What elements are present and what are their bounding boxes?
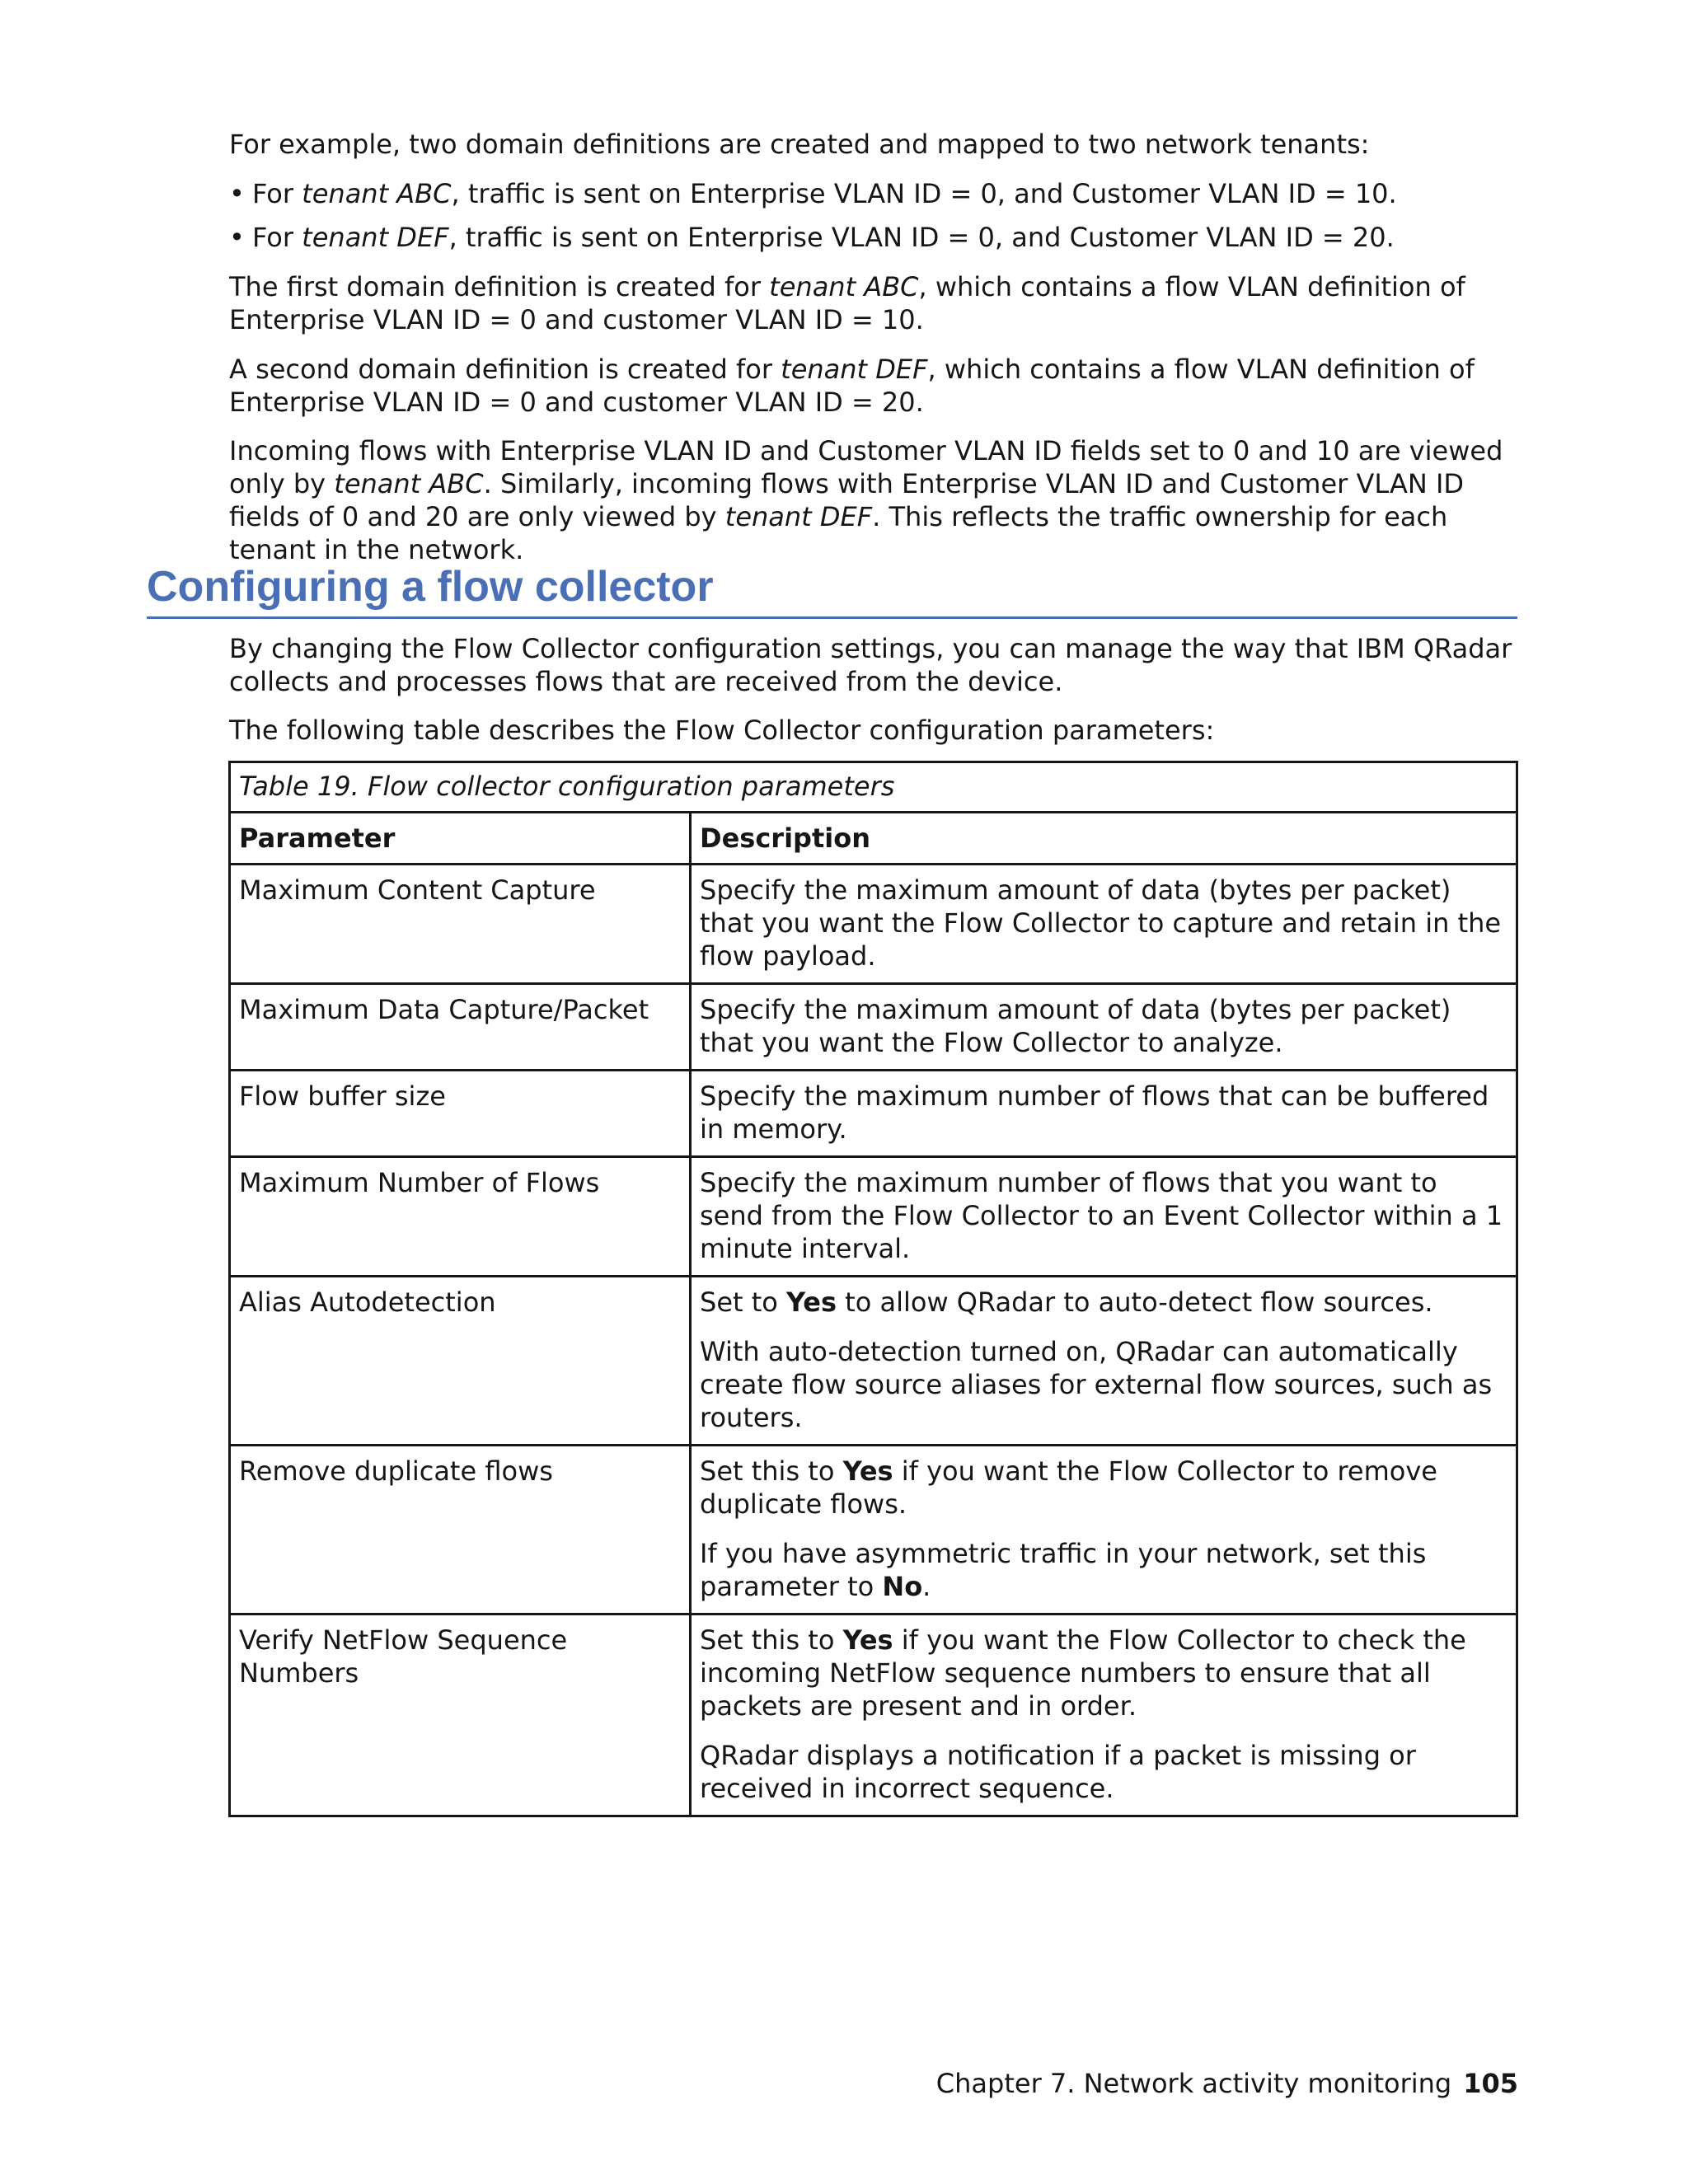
description-paragraph: With auto-detection turned on, QRadar can automatically create flow source aliases for external flow sources, such as routers.: [700, 1336, 1493, 1433]
table-row: [230, 1446, 1517, 1615]
parameter-cell: Verify NetFlow Sequence Numbers: [230, 1615, 691, 1816]
table-row: [230, 1157, 1517, 1277]
section-heading: Configuring a flow collector: [147, 559, 1517, 619]
bullet-item-def: • For tenant DEF, traffic is sent on Enterprise VLAN ID = 0, and Customer VLAN ID = 20.: [229, 222, 1395, 253]
parameter-cell: Remove duplicate flows: [230, 1446, 691, 1615]
table-lead: The following table describes the Flow Collector configuration parameters:: [229, 715, 1215, 746]
page-footer: [936, 2067, 1518, 2100]
bullet-icon: •: [229, 222, 245, 253]
description-cell: [691, 1446, 1517, 1615]
description-paragraph: If you have asymmetric traffic in your network, set this parameter to No.: [700, 1538, 1427, 1602]
column-header-description: Description: [691, 813, 1517, 865]
bullet-icon: •: [229, 178, 245, 209]
table-header-row: [230, 813, 1517, 865]
parameter-cell: Alias Autodetection: [230, 1277, 691, 1446]
first-domain-definition: The first domain definition is created for tenant ABC, which contains a flow VLAN definition of Enterprise VLAN ID = 0 and customer VLAN ID = 10.: [229, 271, 1465, 335]
column-header-parameter: Parameter: [230, 813, 691, 865]
parameter-cell: Maximum Data Capture/Packet: [230, 984, 691, 1071]
second-domain-definition: A second domain definition is created for tenant DEF, which contains a flow VLAN definition of Enterprise VLAN ID = 0 and customer VLAN ID = 20.: [229, 354, 1475, 418]
table-row: [230, 1615, 1517, 1816]
description-paragraph: Set to Yes to allow QRadar to auto-detect flow sources.: [700, 1286, 1433, 1318]
chapter-title: Chapter 7. Network activity monitoring: [935, 2068, 1452, 2099]
table-row: [230, 1277, 1517, 1446]
bullet-item-abc: • For tenant ABC, traffic is sent on Enterprise VLAN ID = 0, and Customer VLAN ID = 10.: [229, 178, 1397, 209]
description-cell: Specify the maximum number of flows that can be buffered in memory.: [691, 1071, 1517, 1157]
description-cell: Specify the maximum amount of data (bytes per packet) that you want the Flow Collector to analyze.: [691, 984, 1517, 1071]
parameter-cell: Maximum Number of Flows: [230, 1157, 691, 1277]
section-description: By changing the Flow Collector configuration settings, you can manage the way that IBM QRadar collects and processes flows that are received from the device.: [229, 633, 1512, 697]
description-paragraph: Set this to Yes if you want the Flow Collector to check the incoming NetFlow sequence numbers to ensure that all packets are present and in order.: [700, 1624, 1466, 1722]
parameter-cell: Maximum Content Capture: [230, 865, 691, 984]
description-cell: [691, 1615, 1517, 1816]
description-paragraph: QRadar displays a notification if a packet is missing or received in incorrect sequence.: [700, 1740, 1416, 1804]
description-paragraph: Set this to Yes if you want the Flow Collector to remove duplicate flows.: [700, 1455, 1437, 1520]
table-row: [230, 984, 1517, 1071]
flow-collector-parameters-table: [228, 761, 1518, 1817]
description-cell: Specify the maximum amount of data (bytes per packet) that you want the Flow Collector to capture and retain in the flow payload.: [691, 865, 1517, 984]
table-caption: Table 19. Flow collector configuration parameters: [230, 762, 1517, 813]
table-caption-row: [230, 762, 1517, 813]
parameter-cell: Flow buffer size: [230, 1071, 691, 1157]
table-row: [230, 865, 1517, 984]
example-lead: For example, two domain definitions are created and mapped to two network tenants:: [229, 129, 1370, 160]
description-cell: [691, 1277, 1517, 1446]
incoming-flows-paragraph: Incoming flows with Enterprise VLAN ID and Customer VLAN ID fields set to 0 and 10 are viewed only by tenant ABC. Similarly, incoming flows with Enterprise VLAN ID and Customer VLAN ID fields of 0 and 20 are only viewed by tenant DEF. This reflects the traffic ownership for each tenant in the network.: [229, 435, 1503, 565]
description-cell: Specify the maximum number of flows that you want to send from the Flow Collector to an Event Collector within a 1 minute interval.: [691, 1157, 1517, 1277]
table-row: [230, 1071, 1517, 1157]
page-number: 105: [1463, 2068, 1518, 2099]
